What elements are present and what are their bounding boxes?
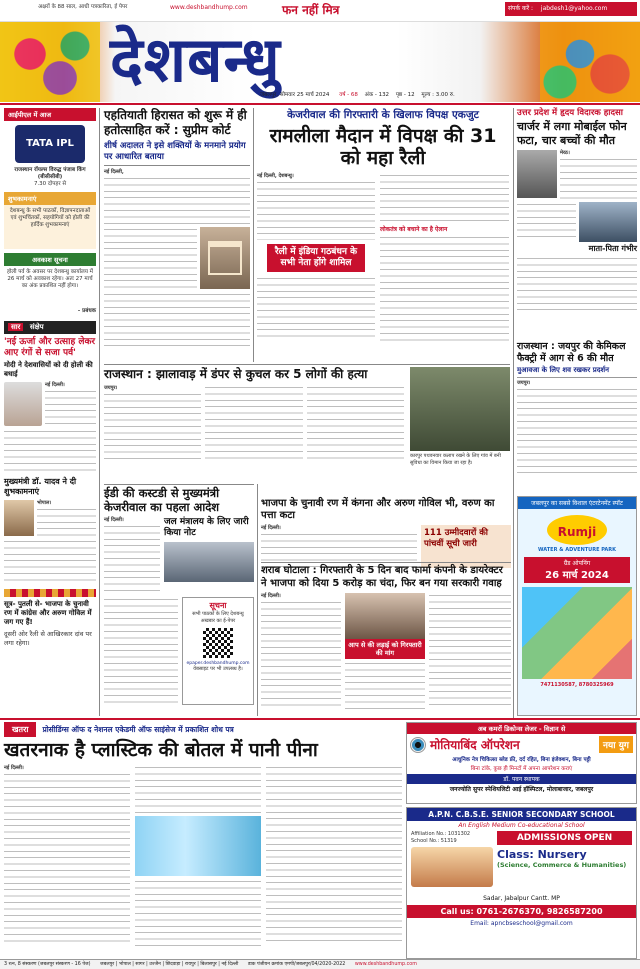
rajasthan-body-1 — [104, 392, 201, 462]
school-ad[interactable] — [406, 807, 637, 959]
sharab-headline: शराब घोटाला : गिरफ्तारी के 5 दिन बाद फार्मा कंपनी के डायरेक्टर ने भाजपा को दिया 5 करोड़ का चंदा, फिर बन गया सरकारी गवाह — [261, 565, 503, 589]
bjp-headline: भाजपा के चुनावी रण में कंगना और अरुण गोविल भी, वरुण का पत्ता कटा — [261, 498, 495, 521]
ed-top-rule — [104, 484, 254, 485]
masthead-title: देशबन्धु — [110, 23, 281, 96]
court-building-icon — [208, 241, 242, 275]
masthead-rule — [0, 103, 640, 105]
rajasthan-body-3 — [307, 385, 404, 462]
contact-email[interactable]: jabdesh1@yahoo.com — [540, 5, 608, 12]
rumji-sub: WATER & ADVENTURE PARK — [537, 547, 617, 553]
footer-reg: डाक पंजीयन क्रमांक एमपी/जबलपुर/04/2020-2022 — [247, 962, 346, 967]
meerut-body-1 — [560, 157, 637, 199]
sc-headline: एहतियाती हिरासत को शुरू में ही हतोत्साहित करें : सुप्रीम कोर्ट — [104, 108, 247, 137]
plastic-kicker: प्रोसीडिंग्स ऑफ द नेशनल एकेडमी ऑफ साइंसेज में प्रकाशित शोध पत्र — [42, 724, 234, 734]
footer-left: 3 रत्न, 8 संस्करण (जबलपुर संस्करण - 16 पेज) — [4, 962, 91, 967]
plastic-body-4 — [266, 765, 402, 945]
left-column — [4, 108, 96, 718]
modi-headline: 'नई ऊर्जा और उत्साह लेकर आए रंगों से सजा पर्व' — [4, 337, 96, 358]
sharab-dateline: नई दिल्ली। — [261, 593, 281, 599]
eye-ad-line2: बिना टांके, कुछ ही मिनटों में अपना आपरेशन कराएं — [470, 766, 573, 772]
sanchep-bar — [4, 321, 96, 334]
sc-photo — [200, 227, 250, 289]
sutra-text: सूत्र- पुतली से- भाजपा के चुनावी रण में कांग्रेस और अरुण गोविल में जग गए हैं! — [4, 600, 92, 626]
col-divider-1 — [99, 108, 100, 716]
rajasthan-story — [104, 367, 510, 499]
meerut-headline: चार्जर में लगा मोबाईल फोन फटा, चार बच्चों की मौत — [517, 120, 627, 147]
plastic-dateline: नई दिल्ली। — [4, 765, 24, 771]
school-email[interactable]: Email: apncbseschool@gmail.com — [470, 920, 573, 927]
footer-bar — [0, 959, 640, 969]
rumji-photos — [522, 587, 632, 679]
yadav-body-cont — [4, 539, 96, 585]
meerut-photo-2 — [579, 202, 637, 242]
yadav-dateline: भोपाल। — [37, 500, 52, 506]
modi-body-cont — [4, 429, 96, 473]
ed-body-2 — [104, 597, 178, 705]
plastic-body-1 — [4, 772, 130, 946]
meerut-caption: माता-पिता गंभीर — [588, 244, 637, 253]
fire-headline: राजस्थान : जयपुर की केमिकल फैक्ट्री में आग से 6 की मौत — [517, 341, 626, 364]
sharab-story — [261, 565, 511, 717]
school-phone[interactable]: Call us: 0761-2676370, 9826587200 — [407, 905, 636, 918]
lead-body-3 — [380, 173, 509, 223]
rumji-phone[interactable]: 7471130587, 8780325969 — [540, 682, 614, 688]
issue-label: अंक - 132 — [364, 92, 390, 98]
rumji-date: 26 मार्च 2024 — [545, 570, 609, 581]
school-address: Sadar, Jabalpur Cantt. MP — [483, 895, 560, 902]
yadav-body — [37, 507, 96, 537]
year-label: वर्ष - 68 — [339, 92, 358, 98]
school-class: Class: Nursery — [497, 848, 587, 861]
lead-body-1 — [257, 180, 375, 240]
ed-photo — [164, 542, 254, 582]
lead-kicker: केजरीवाल की गिरफ्तारी के खिलाफ विपक्ष एकजुट — [287, 109, 479, 121]
yadav-photo — [4, 500, 34, 536]
bottom-top-rule — [0, 718, 640, 720]
rajasthan-caption: कारपुर पथवनवार कलाप रखने के लिए गांव में बनी सुविधा का विमान किया जा रहा है। — [410, 453, 501, 466]
sc-rule — [104, 165, 250, 166]
contact-strip — [505, 2, 637, 16]
notice-sign: - प्रबंधक — [77, 308, 96, 314]
bottle-photo — [135, 816, 261, 876]
wish-header: शुभकामनाएं — [4, 192, 96, 205]
top-url[interactable]: www.deshbandhump.com — [170, 4, 248, 11]
epaper-text: सभी पाठकों के लिए देशबन्धु अखबार का ई-पेपर — [192, 611, 244, 624]
sc-body-2 — [104, 227, 197, 289]
ipl-logo-text: TATA IPL — [26, 138, 74, 149]
modi-body — [45, 389, 96, 427]
lead-story — [257, 108, 509, 364]
sharab-body-3 — [429, 593, 511, 705]
sutra-text-2: दूसरी ओर रैली से आखिरकार दांव पर लगा रहेगा। — [4, 630, 92, 647]
rumji-date-badge — [524, 557, 630, 583]
eye-hospital-ad[interactable] — [406, 722, 637, 804]
col-divider-2 — [253, 108, 254, 362]
eye-ad-line1: आधुनिक नेत्र चिकित्सा ब्लेड फ्री, दर्द रहित, बिना इंजेक्शन, बिना पट्टी — [452, 757, 591, 763]
lead-callout: रैली में इंडिया गठबंधन के सभी नेता होंगे शामिल — [267, 244, 365, 272]
yadav-headline: मुख्यमंत्री डॉ. यादव ने दी शुभकामनाएं — [4, 477, 77, 496]
school-photo — [411, 847, 493, 887]
sutra-strip — [4, 589, 96, 597]
ed-side-head: जल मंत्रालय के लिए जारी किया नोट — [164, 517, 249, 538]
ipl-match: राजस्थान रॉयल्स विरुद्ध पंजाब किंग (बीसीसीबी) — [14, 167, 86, 180]
eye-ad-title: मोतियाबिंद ऑपरेशन — [430, 738, 520, 752]
eye-ad-doc: डॉ. पवन स्थापक — [407, 774, 636, 784]
school-sub: An English Medium Co-educational School — [458, 822, 585, 829]
ipl-time: 7.30 दोपहर से — [33, 181, 67, 187]
meerut-photo — [517, 150, 557, 198]
edition-date: जबलपुर, सोमवार 25 मार्च 2024 — [260, 92, 330, 98]
notice-header: अवकाश सूचना — [4, 253, 96, 266]
lead-dateline: नई दिल्ली, देशबन्धु। — [257, 173, 294, 179]
epaper-note: वेबसाइट पर भी उपलब्ध है। — [193, 666, 243, 672]
notice-text: होली पर्व के अवसर पर देशबन्धु कार्यालय में 26 मार्च को अवकाश रहेगा। अतः 27 मार्च का अंक प्रकाशित नहीं होगा। — [7, 269, 93, 289]
pages-label: पृष्ठ - 12 — [395, 92, 415, 98]
epaper-qr — [203, 628, 233, 658]
epaper-url[interactable]: epaper.deshbandhump.com — [186, 661, 250, 666]
rumji-brand: Rumji — [557, 525, 597, 539]
sharab-caption: आप से की लड़ाई को गिरफ्तारी की मांग — [345, 639, 425, 659]
eye-ad-top: अब कमरों डिकोन्स लेजर - विज्ञान से — [407, 723, 636, 734]
sc-dateline: नई दिल्ली, — [104, 169, 124, 175]
holi-image-left — [0, 22, 100, 102]
meerut-dateline: मेरठ। — [560, 150, 570, 156]
plastic-body-3 — [135, 879, 261, 947]
sanchep-tag: सार — [8, 323, 23, 331]
top-left-line: अक्षरों के 88 साल, आधी पत्रकारिता, ई पेपर — [38, 4, 128, 10]
lead-headline: रामलीला मैदान में विपक्ष की 31 को महा रैली — [269, 125, 497, 169]
plastic-story — [4, 722, 402, 958]
sharab-body-1 — [261, 600, 341, 706]
meerut-body-3 — [517, 256, 637, 312]
sharab-body-2 — [345, 661, 425, 711]
lead-body-4 — [380, 235, 509, 345]
epaper-notice[interactable] — [182, 597, 254, 705]
rumji-ad[interactable] — [517, 496, 637, 716]
plastic-headline: खतरनाक है प्लास्टिक की बोतल में पानी पीना — [4, 739, 318, 761]
sc-subhead: शीर्ष अदालत ने इसे शक्तियों के मनमाने प्रयोग पर आधारित बताया — [104, 141, 246, 162]
sc-body-3 — [104, 292, 250, 348]
contact-label: संपर्क करें : — [508, 5, 533, 12]
bjp-dateline: नई दिल्ली। — [261, 525, 281, 531]
top-tagline: फन नहीं मित्र — [282, 3, 340, 17]
meerut-story — [517, 108, 637, 338]
sc-story — [104, 108, 250, 362]
ed-dateline: नई दिल्ली। — [104, 517, 124, 523]
school-number: School No.: 51319 — [411, 838, 457, 844]
meerut-kicker: उत्तर प्रदेश में हृदय विदारक हादसा — [517, 108, 623, 118]
col-divider-3 — [513, 108, 514, 718]
plastic-tag: खतरा — [4, 722, 36, 737]
plastic-body-2 — [135, 765, 261, 813]
footer-cities: जबलपुर | भोपाल | सागर | उज्जैन | छिंदवाड़ा | रायपुर | बिलासपुर | नई दिल्ली — [100, 962, 239, 967]
school-admissions: ADMISSIONS OPEN — [497, 831, 632, 845]
meerut-body-2 — [517, 202, 576, 242]
ipl-logo — [15, 125, 85, 163]
rajasthan-dateline: जयपुर। — [104, 385, 118, 391]
sharab-top-rule — [261, 562, 511, 563]
ipl-header: आईपीएल में आज — [4, 108, 96, 121]
school-stream: (Science, Commerce & Humanities) — [497, 861, 627, 869]
bjp-side-head: 111 उम्मीदवारों की पांचवीं सूची जारी — [421, 525, 511, 568]
col-divider-4 — [257, 484, 258, 716]
rumji-header: जबलपुर का सबसे विशाल एंटरटेनमेंट स्पॉट — [518, 497, 636, 509]
sc-body-1 — [104, 176, 250, 224]
lead-body-2 — [257, 276, 375, 340]
masthead — [0, 22, 640, 102]
sanchep-title: संक्षेप — [29, 323, 44, 331]
fire-dateline: जयपुर। — [517, 380, 531, 386]
modi-photo — [4, 382, 42, 426]
lead-inner-head: लोकतंत्र को बचाने का है ऐलान — [380, 226, 448, 233]
rajasthan-top-rule — [104, 364, 510, 365]
eye-icon — [410, 737, 426, 753]
sharab-photo — [345, 593, 425, 639]
modi-dateline: नई दिल्ली। — [45, 382, 65, 388]
fire-subhead: मुआवजा के लिए शव रखकर प्रदर्शन — [517, 366, 637, 378]
school-title: A.P.N. C.B.S.E. SENIOR SECONDARY SCHOOL — [407, 808, 636, 821]
school-affiliation: Affiliation No.: 1031302 — [411, 831, 471, 837]
rajasthan-headline: राजस्थान : झालावाड़ में डंपर से कुचल कर 5 लोगों की हत्या — [104, 367, 368, 381]
rajasthan-photo — [410, 367, 510, 451]
eye-ad-badge: नया युग — [599, 736, 633, 753]
masthead-info-bar — [260, 90, 560, 101]
rumji-date-label: ग्रैंड ओपनिंग — [563, 560, 591, 567]
fire-body — [517, 387, 637, 475]
ed-body-1 — [104, 524, 160, 594]
ed-headline: ईडी की कस्टडी से मुख्यमंत्री केजरीवाल का पहला आदेश — [104, 486, 220, 514]
modi-sub: मोदी ने देशवासियों को दी होली की बधाई — [4, 361, 93, 378]
eye-ad-hospital: जनज्योति सुपर स्पेशियलिटी आई हॉस्पिटल, मोलाबाजार, जबलपुर — [449, 786, 594, 793]
price-label: मूल्य : 3.00 रु. — [421, 92, 455, 98]
wish-text: देशबन्धु के सभी पाठकों, विज्ञापनदाताओं एवं शुभचिंतकों, सहयोगियों को होली की हार्दिक शुभकामनाएं — [4, 205, 96, 249]
bjp-story — [261, 498, 511, 560]
rumji-logo — [547, 515, 607, 545]
epaper-title: सूचना — [209, 601, 227, 610]
ed-story — [104, 486, 254, 716]
rajasthan-body-2 — [205, 385, 302, 462]
jaipur-fire-story — [517, 341, 637, 491]
footer-url[interactable]: www.deshbandhump.com — [354, 962, 417, 967]
top-strip — [0, 0, 640, 22]
